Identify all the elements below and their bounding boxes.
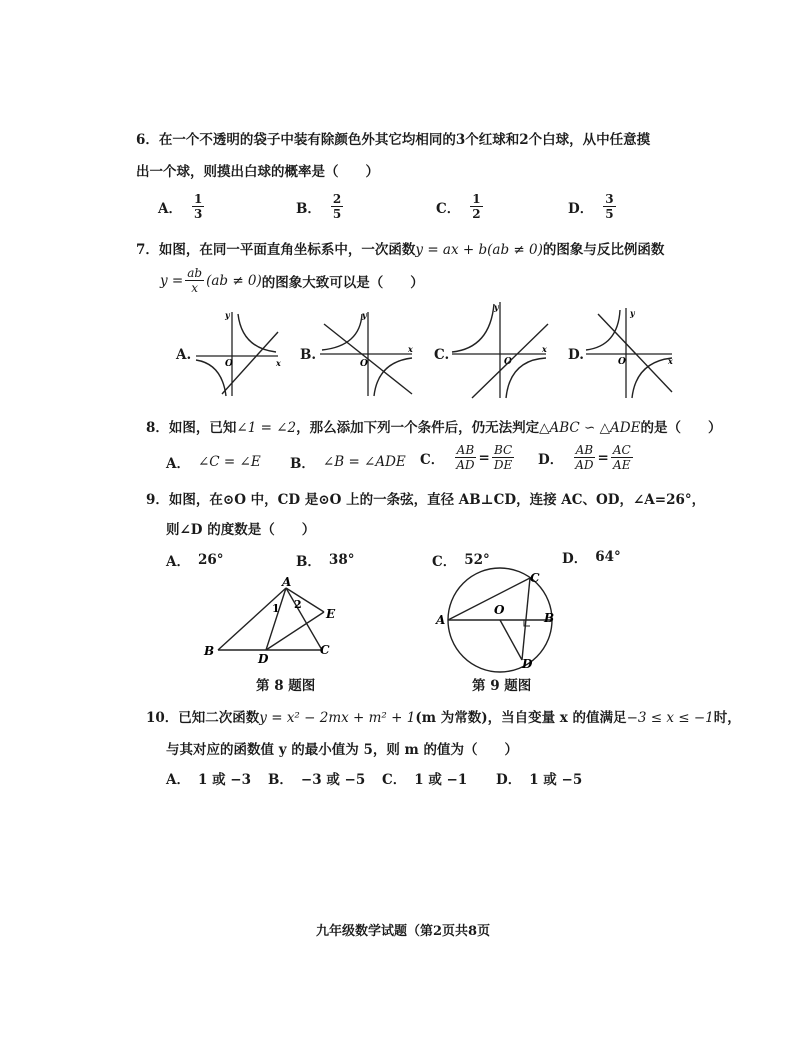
option-value: −3 或 −5 xyxy=(300,772,366,788)
point-d: D xyxy=(522,657,533,671)
q8-option-d[interactable] xyxy=(538,443,635,472)
option-label: B． xyxy=(296,200,321,217)
page-footer: 九年级数学试题（第2页共8页 xyxy=(316,924,491,939)
option-label: B． xyxy=(268,772,293,788)
option-label: D． xyxy=(538,451,564,468)
svg-text:y: y xyxy=(225,310,230,320)
option-label: D． xyxy=(568,200,594,217)
option-label: A． xyxy=(158,200,182,217)
q9-option-b[interactable] xyxy=(296,550,354,570)
option-value: 1 或 −1 xyxy=(414,772,468,788)
angle-2: 2 xyxy=(294,598,302,611)
q6-option-d[interactable] xyxy=(568,192,618,221)
formula: ∠1 = ∠2 xyxy=(236,420,297,436)
option-label: B． xyxy=(290,456,315,472)
point-c: C xyxy=(530,571,540,585)
q8-line1: 8．如图，已知∠1 = ∠2，那么添加下列一个条件后，仍无法判定△ABC ∽ △ADE的是（ ） xyxy=(146,420,722,436)
svg-text:x: x xyxy=(276,358,281,368)
q6-option-b[interactable] xyxy=(296,192,345,221)
q7-graph-c[interactable] xyxy=(450,300,550,400)
option-label: C． xyxy=(382,772,407,788)
q9-option-c[interactable] xyxy=(432,550,490,570)
option-label: A． xyxy=(166,554,190,570)
option-label: C． xyxy=(436,200,461,217)
option-value: 52° xyxy=(464,552,490,568)
q8-option-b[interactable] xyxy=(290,452,406,472)
point-b: B xyxy=(204,644,215,658)
fraction: $\frac{ab}{x}$ xyxy=(187,266,203,295)
option-value: 38° xyxy=(328,552,355,568)
option-label: C． xyxy=(420,451,445,468)
q7-graph-b[interactable] xyxy=(316,308,416,398)
formula: y = ax + b(ab ≠ 0) xyxy=(415,242,543,258)
fraction: $\frac{2}{5}$ xyxy=(332,192,342,221)
equals-sign: = xyxy=(478,449,490,466)
option-value: 26° xyxy=(197,552,224,568)
q10-line1: 10．已知二次函数y = x² − 2mx + m² + 1(m 为常数)，当自变量 x 的值满足−3 ≤ x ≤ −1时， xyxy=(146,710,741,726)
figure-9 xyxy=(430,568,560,672)
angle-1: 1 xyxy=(272,602,280,615)
point-a: A xyxy=(282,575,292,589)
option-value: 1 或 −5 xyxy=(529,772,583,788)
figure-9-caption: 第 9 题图 xyxy=(472,678,532,694)
svg-text:O: O xyxy=(225,359,233,369)
q7-graph-a-label: A. xyxy=(176,347,192,363)
q10-option-a[interactable] xyxy=(166,768,251,788)
fraction: $\frac{AC}{AE}$ xyxy=(612,443,631,472)
svg-text:y: y xyxy=(494,302,499,312)
point-b: B xyxy=(544,611,555,625)
option-label: C． xyxy=(432,554,457,570)
option-label: B． xyxy=(296,554,321,570)
svg-text:x: x xyxy=(408,344,413,354)
svg-text:x: x xyxy=(668,356,673,366)
q6-line2: 出一个球，则摸出白球的概率是（ ） xyxy=(136,164,379,180)
q9-option-a[interactable] xyxy=(166,550,224,570)
point-o: O xyxy=(494,603,505,617)
q7-graph-d[interactable] xyxy=(584,306,676,400)
option-label: A． xyxy=(166,456,190,472)
q10-option-b[interactable] xyxy=(268,768,365,788)
option-label: D． xyxy=(496,772,522,788)
svg-text:O: O xyxy=(504,357,512,367)
q7-line2: y = $\frac{ab}{x}$ (ab ≠ 0) 的图象大致可以是（ ） xyxy=(160,266,424,295)
q10-line2: 与其对应的函数值 y 的最小值为 5，则 m 的值为（ ） xyxy=(166,742,519,758)
point-c: C xyxy=(320,643,330,657)
option-label: A． xyxy=(166,772,190,788)
svg-text:y: y xyxy=(630,308,635,318)
q10-option-c[interactable] xyxy=(382,768,467,788)
q10-option-d[interactable] xyxy=(496,768,582,788)
q7-graph-d-label: D. xyxy=(568,347,584,363)
option-formula: ∠B = ∠ADE xyxy=(322,454,406,470)
q9-line1: 9．如图，在⊙O 中，CD 是⊙O 上的一条弦，直径 AB⊥CD，连接 AC、OD，∠A=26°， xyxy=(146,492,706,508)
option-value: 1 或 −3 xyxy=(197,772,251,788)
formula: −3 ≤ x ≤ −1 xyxy=(626,710,714,726)
formula: y = x² − 2mx + m² + 1 xyxy=(259,710,416,726)
fraction: $\frac{3}{5}$ xyxy=(605,192,614,221)
q9-option-d[interactable] xyxy=(562,547,621,567)
svg-text:y: y xyxy=(362,310,367,320)
q8-option-a[interactable] xyxy=(166,452,261,472)
fraction: $\frac{BC}{DE}$ xyxy=(493,443,513,472)
svg-text:O: O xyxy=(618,357,626,367)
q7-graph-b-label: B. xyxy=(300,347,317,363)
option-value: 64° xyxy=(595,549,621,565)
point-d: D xyxy=(258,652,269,666)
point-a: A xyxy=(436,613,446,627)
point-e: E xyxy=(326,607,336,621)
q6-option-a[interactable] xyxy=(158,192,206,221)
fraction: $\frac{1}{3}$ xyxy=(193,192,203,221)
formula: △ABC ∽ △ADE xyxy=(539,420,641,436)
svg-text:x: x xyxy=(542,344,547,354)
svg-text:O: O xyxy=(360,359,368,369)
q6-option-c[interactable] xyxy=(436,192,485,221)
q9-line2: 则∠D 的度数是（ ） xyxy=(166,522,316,538)
q7-graph-c-label: C. xyxy=(434,347,450,363)
figure-8-caption: 第 8 题图 xyxy=(256,678,316,694)
q7-line1: 7．如图，在同一平面直角坐标系中，一次函数y = ax + b(ab ≠ 0)的图象与反比例函数 xyxy=(136,242,665,258)
q8-option-c[interactable] xyxy=(420,443,516,472)
figure-8 xyxy=(200,574,350,666)
fraction: $\frac{AB}{AD}$ xyxy=(575,443,594,472)
fraction: $\frac{1}{2}$ xyxy=(472,192,481,221)
equals-sign: = xyxy=(597,449,609,466)
option-formula: ∠C = ∠E xyxy=(197,454,261,470)
fraction: $\frac{AB}{AD}$ xyxy=(456,443,475,472)
q7-graph-a[interactable] xyxy=(192,308,282,398)
q6-line1: 6．在一个不透明的袋子中装有除颜色外其它均相同的3个红球和2个白球，从中任意摸 xyxy=(136,132,651,148)
option-label: D． xyxy=(562,551,588,567)
